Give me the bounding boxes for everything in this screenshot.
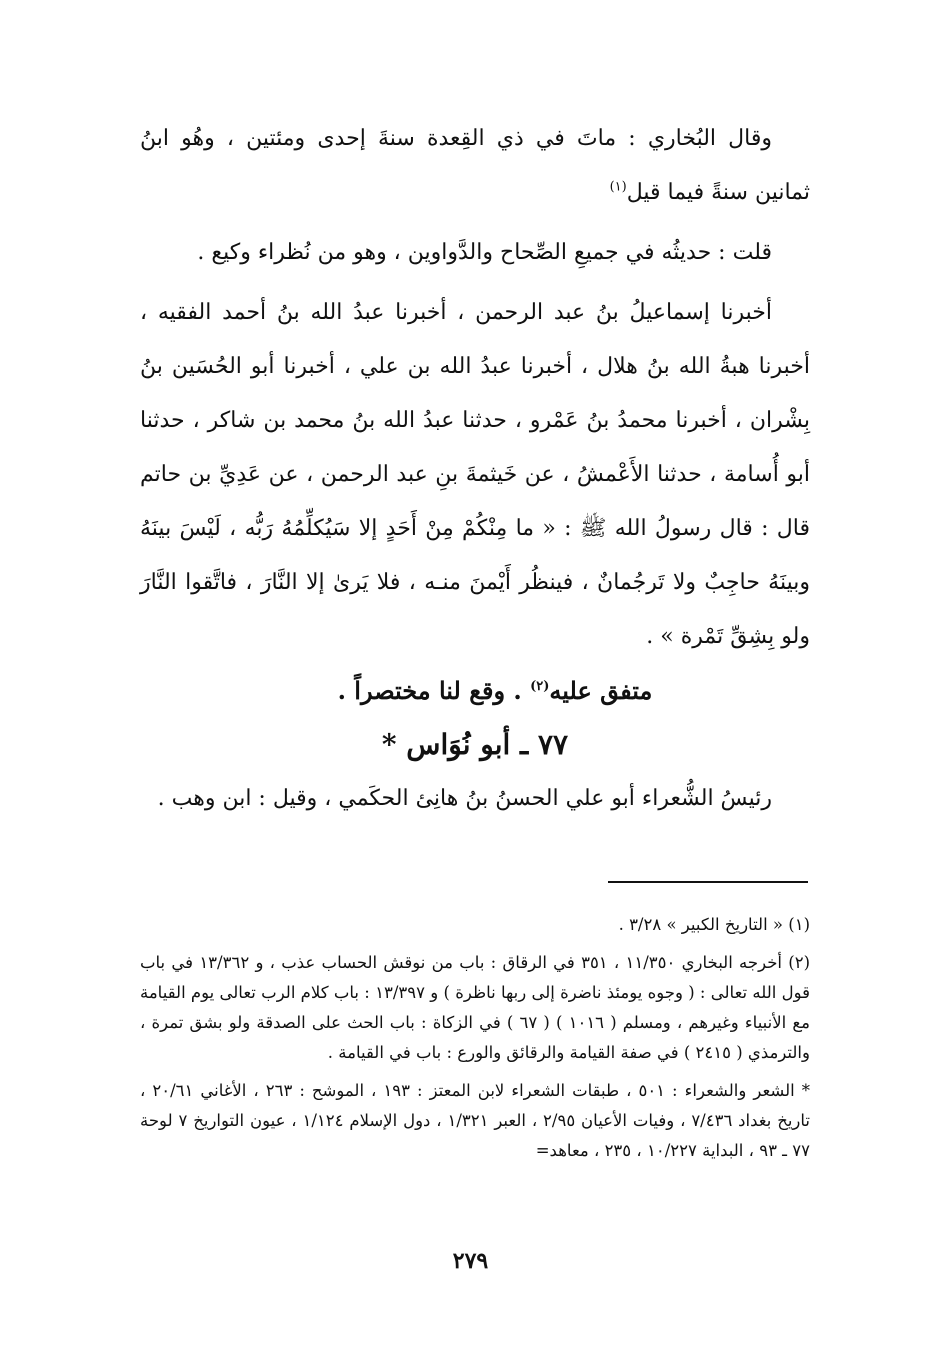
paragraph-bukhari [140, 112, 810, 220]
agreed-note [140, 664, 810, 718]
main-text [140, 112, 810, 826]
agreed-rest: . وقع لنا مختصراً . [337, 676, 522, 705]
footnote-ref: (٢) [530, 679, 550, 694]
footnote-ref: (١) [609, 179, 627, 195]
footnote-star: * الشعر والشعراء : ٥٠١ ، طبقات الشعراء لابن المعتز : ١٩٣ ، الموشح : ٢٦٣ ، الأغاني ٢٠/٦١ ، تاريخ بغداد ٧/٤٣٦ ، وفيات الأعيان ٢/٩٥ ، العبر ١/٣٢١ ، دول الإسلام ١/١٢٤ ، عيون التواريخ ٧ لوحة ٧٧ ـ ٩٣ ، البداية ١٠/٢٢٧ ، ٢٣٥ ، معاهد= [140, 1081, 811, 1160]
agreed-text: متفق عليه [549, 676, 653, 705]
paragraph-biography: رئيسُ الشُّعراء أبو علي الحسنُ بنُ هانِئ الحكَمي ، وقيل : ابن وهب . [157, 786, 772, 811]
footnote-1: (١) « التاريخ الكبير » ٣/٢٨ . [618, 915, 810, 934]
section-heading: ٧٧ ـ أبو نُوَاس * [381, 728, 569, 761]
footnote-2: (٢) أخرجه البخاري ١١/٣٥٠ ، ٣٥١ في الرقاق : باب من نوقش الحساب عذب ، و ١٣/٣٦٢ في باب قول الله تعالى : ( وجوه يومئذ ناضرة إلى ربها ناظرة ) و ١٣/٣٩٧ : باب كلام الرب تعالى يوم القيامة مع الأنبياء وغيرهم ، ومسلم ( ١٠١٦ ) ( ٦٧ ) في الزكاة : باب الحث على الصدقة ولو بشق تمرة ، والترمذي ( ٢٤١٥ ) في صفة القيامة والرقائق والورع : باب في القيامة . [140, 953, 811, 1062]
footnote-divider [608, 881, 808, 883]
paragraph-comment: قلت : حديثُه في جميعِ الصِّحاح والدَّواوين ، وهو من نُظراء وكيع . [197, 240, 772, 265]
paragraph-text: وقال البُخاري : ماتَ في ذي القِعدة سنةَ إحدى ومئتين ، وهُو ابنُ ثمانين سنةً فيما قيل [140, 126, 810, 205]
footnotes [140, 910, 810, 1174]
page-number: ٢٧٩ [452, 1248, 489, 1274]
paragraph-hadith: أخبرنا إسماعيلُ بنُ عبد الرحمن ، أخبرنا عبدُ الله بنُ أحمد الفقيه ، أخبرنا هبةُ الله بنُ هلال ، أخبرنا عبدُ الله بن علي ، أخبرنا أبو الحُسَين بنُ بِشْران ، أخبرنا محمدُ بنُ عَمْرو ، حدثنا عبدُ الله بنُ محمد بن شاكر ، حدثنا أبو أُسامة ، حدثنا الأَعْمشُ ، عن خَيثمةَ بنِ عبد الرحمن ، عن عَدِيِّ بن حاتم قال : قال رسولُ الله ﷺ : « ما مِنْكُمْ مِنْ أَحَدٍ إلا سَيُكلِّمُهُ رَبُّه ، لَيْسَ بينَهُ وبينَهُ حاجِبٌ ولا تَرجُمانٌ ، فينظُر أَيْمنَ منـه ، فلا يَرىٰ إلا النَّارَ ، فاتَّقوا النَّارَ ولو بِشِقِّ تَمْرة » . [140, 300, 810, 649]
